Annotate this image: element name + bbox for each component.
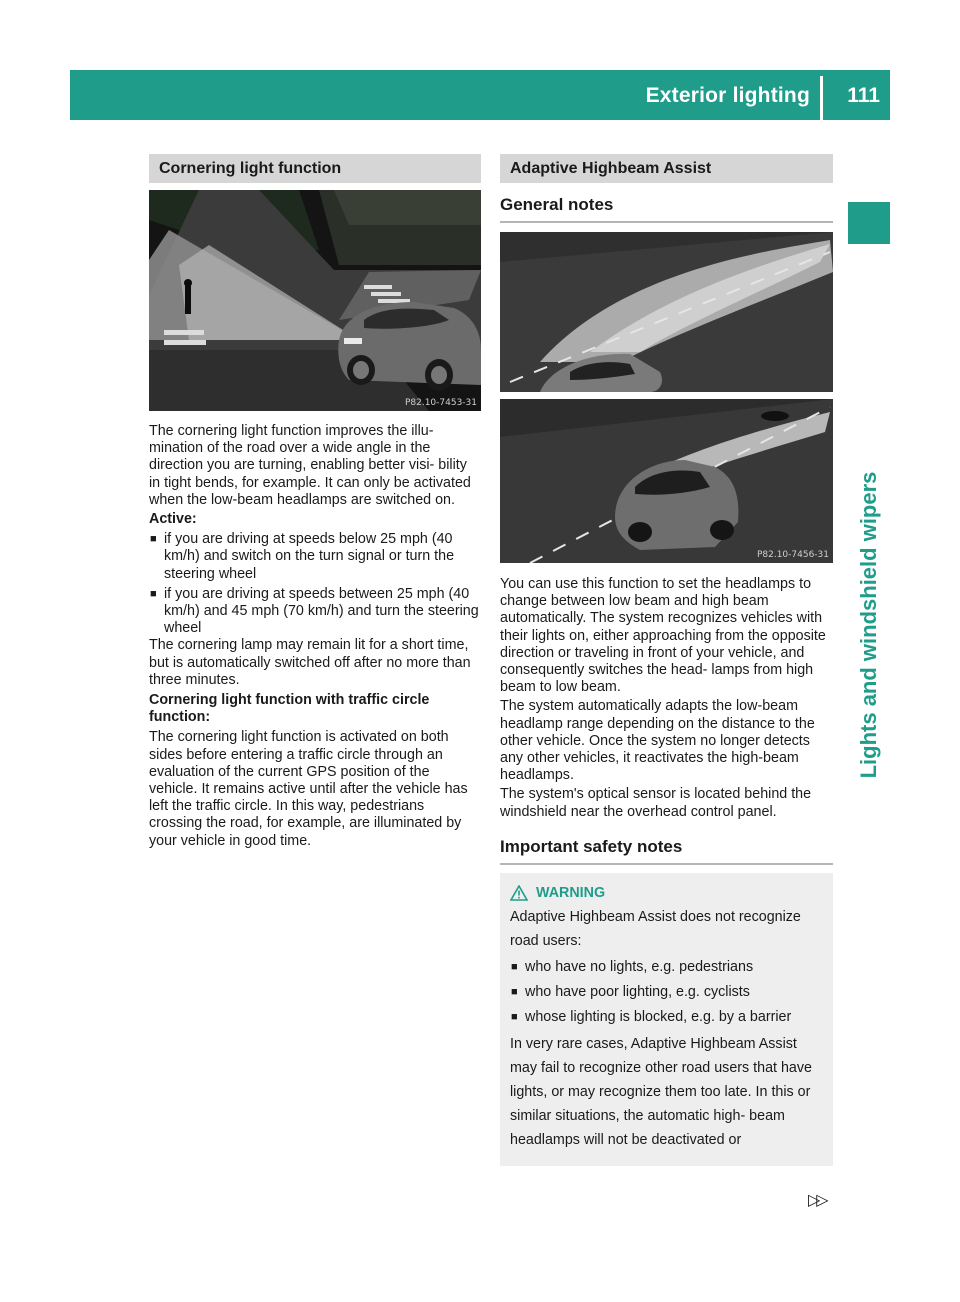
list-item [510, 1005, 825, 1030]
warning-label: WARNING [536, 884, 606, 901]
safety-notes-heading: Important safety notes [500, 837, 833, 865]
list-item-text: who have poor lighting, e.g. cyclists [525, 983, 750, 1000]
highbeam-para-1: You can use this function to set the headlamps to change between low beam and high beam automatically. The system recognizes vehicles with their lights on, either approaching from the opposite direction or traveling in front of your vehicle, and consequently switches the head- lamps from high beam to low beam. [500, 576, 826, 696]
highbeam-assist-illustration [500, 232, 833, 563]
bullet-icon: ■ [511, 985, 518, 998]
left-column [149, 154, 481, 850]
section-title-cornering: Cornering light function [149, 154, 481, 183]
warning-text: In very rare cases, Adaptive Highbeam Assist may fail to recognize other road users that have lights, or may recognize them too late. In this or similar situations, the automatic high- beam headlamps will not be deactivated or [510, 1035, 812, 1148]
warning-triangle-icon [510, 885, 528, 901]
bullet-icon: ■ [511, 1010, 518, 1023]
list-item [149, 586, 481, 638]
cornering-light-illustration [149, 190, 481, 411]
list-item-text: if you are driving at speeds between 25 mph (40 km/h) and 45 mph (70 km/h) and turn the steering wheel [164, 585, 479, 637]
header-divider [820, 76, 823, 120]
list-item-text: if you are driving at speeds below 25 mph (40 km/h) and switch on the turn signal or turn the steering wheel [164, 531, 455, 582]
list-item [510, 955, 825, 980]
list-item [149, 531, 481, 583]
traffic-circle-heading: Cornering light function with traffic circle function: [149, 692, 430, 726]
side-section-title: Lights and windshield wipers [856, 471, 881, 779]
continue-arrows-icon: ▷▷ [808, 1192, 825, 1209]
cornering-scene-image [149, 190, 481, 411]
warning-intro: Adaptive Highbeam Assist does not recognize road users: [510, 908, 801, 949]
list-item-text: who have no lights, e.g. pedestrians [525, 958, 754, 975]
bullet-icon: ■ [511, 960, 518, 973]
bullet-icon: ■ [150, 533, 157, 546]
warning-header [510, 885, 825, 901]
list-item [510, 980, 825, 1005]
chapter-title: Exterior lighting [645, 84, 810, 107]
highbeam-scene-image [500, 232, 833, 563]
highbeam-para-2: The system automatically adapts the low-beam headlamp range depending on the distance to the other vehicle. Once the system no longer detects any other vehicles, it reactivates the high-beam headlamps. [500, 698, 815, 784]
list-item-text: whose lighting is blocked, e.g. by a barrier [525, 1008, 792, 1025]
warning-list [510, 955, 825, 1030]
active-label: Active: [149, 511, 197, 528]
cornering-intro: The cornering light function improves the illu- mination of the road over a wide angle in the direction you are turning, enabling better visi- bility in tight bends, for example. It can only be activated when the low-beam headlamps are switched on. [149, 423, 471, 508]
figure-code: P82.10-7453-31 [404, 398, 477, 408]
general-notes-heading: General notes [500, 195, 833, 223]
page-header [70, 70, 890, 120]
page-number: 111 [847, 84, 880, 107]
side-tab-marker [848, 202, 890, 244]
section-title-highbeam: Adaptive Highbeam Assist [500, 154, 833, 183]
highbeam-para-3: The system's optical sensor is located behind the windshield near the overhead control panel. [500, 786, 812, 820]
traffic-circle-text: The cornering light function is activated on both sides before entering a traffic circle through an evaluation of the current GPS position of the vehicle. It remains active until after the vehicle has left the traffic circle. In this way, pedestrians crossing the road, for example, are illuminated by your vehicle in good time. [149, 729, 468, 849]
right-column [500, 154, 833, 1166]
warning-box [500, 873, 833, 1166]
figure-code: P82.10-7456-31 [756, 550, 829, 560]
cornering-lamp-note: The cornering lamp may remain lit for a short time, but is automatically switched off after no more than three minutes. [149, 637, 471, 688]
bullet-icon: ■ [150, 587, 157, 600]
active-conditions-list [149, 531, 481, 637]
